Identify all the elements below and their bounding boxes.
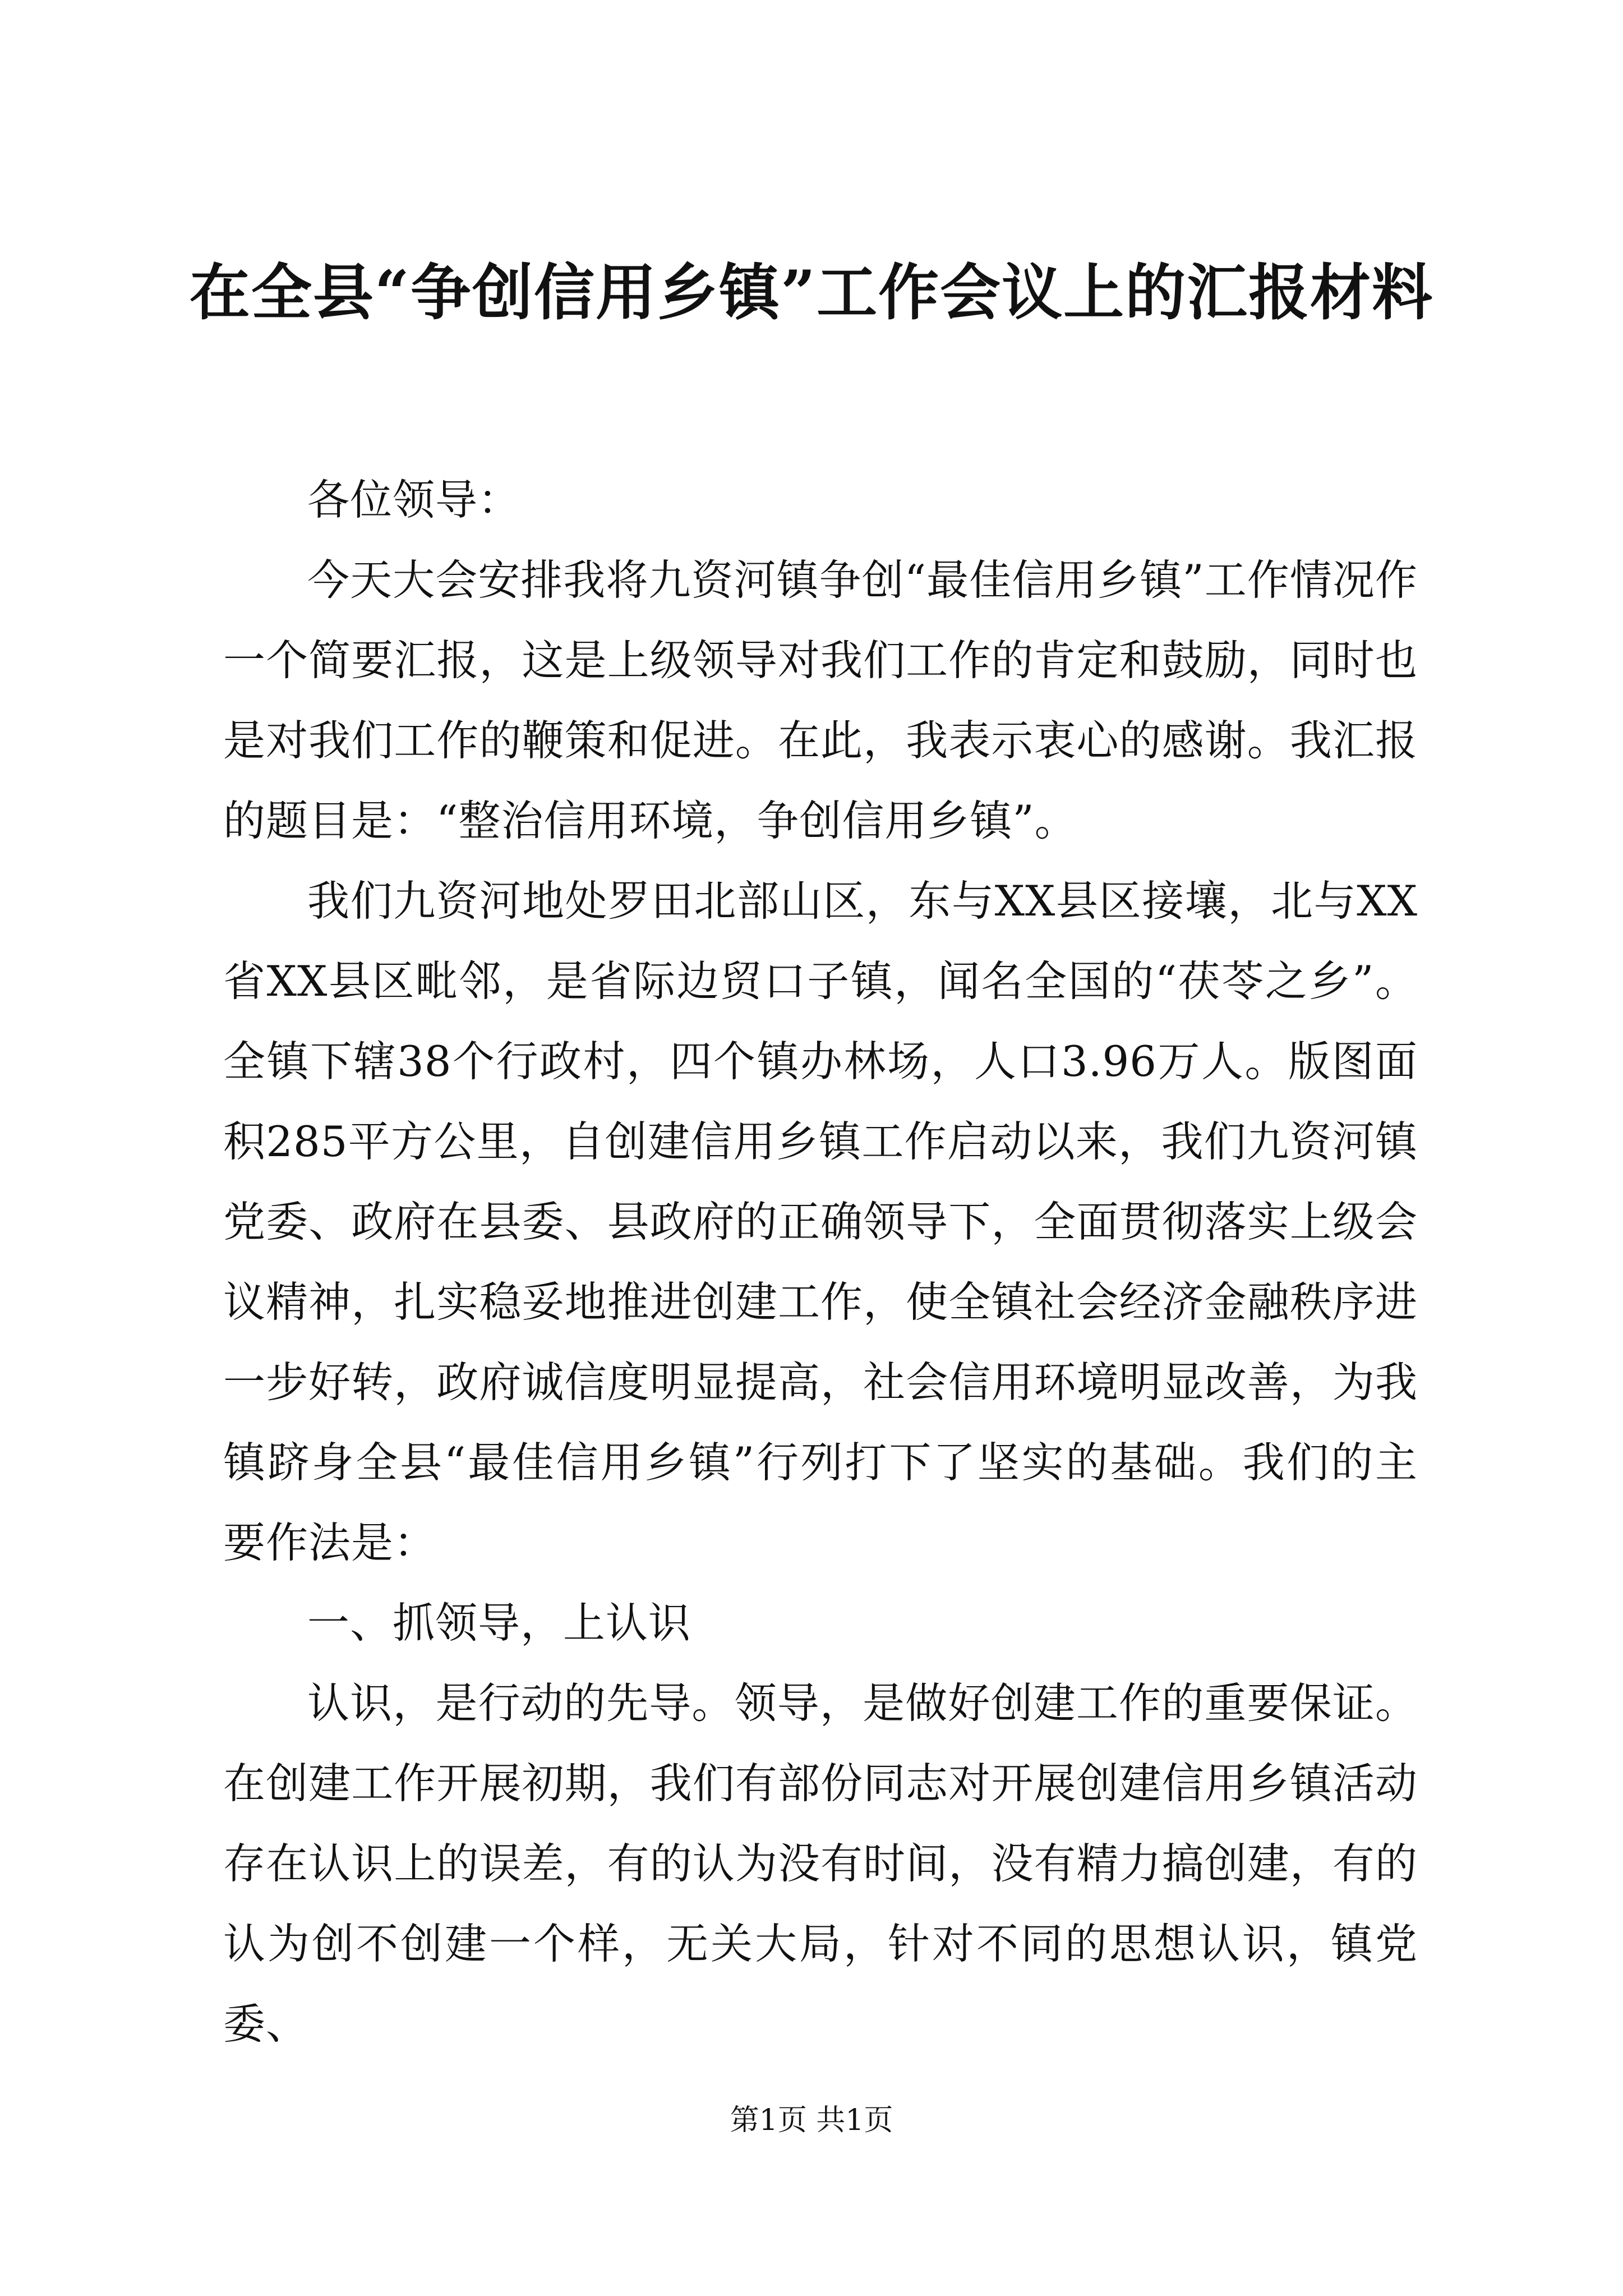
document-title: 在全县“争创信用乡镇”工作会议上的汇报材料: [189, 257, 1434, 328]
section-1-paragraph: 认识，是行动的先导。领导，是做好创建工作的重要保证。在创建工作开展初期，我们有部份同志对开展创建信用乡镇活动存在认识上的误差，有的认为没有时间，没有精力搞创建，有的认为创不创建一个样，无关大局，针对不同的思想认识，镇党委、: [223, 1678, 1418, 2049]
background-paragraph: 我们九资河地处罗田北部山区，东与XX县区接壤，北与XX省XX县区毗邻，是省际边贸口子镇，闻名全国的“茯苓之乡”。全镇下辖38个行政村，四个镇办林场，人口3.96万人。版图面积285平方公里，自创建信用乡镇工作启动以来，我们九资河镇党委、政府在县委、县政府的正确领导下，全面贯彻落实上级会议精神，扎实稳妥地推进创建工作，使全镇社会经济金融秩序进一步好转，政府诚信度明显提高，社会信用环境明显改善，为我镇跻身全县“最佳信用乡镇”行列打下了坚实的基础。我们的主要作法是：: [223, 876, 1418, 1567]
intro-paragraph: 今天大会安排我将九资河镇争创“最佳信用乡镇”工作情况作一个简要汇报，这是上级领导对我们工作的肯定和鼓励，同时也是对我们工作的鞭策和促进。在此，我表示衷心的感谢。我汇报的题目是：“整治信用环境，争创信用乡镇”。: [223, 555, 1418, 845]
page-number-footer: 第1页 共1页: [730, 2104, 893, 2137]
section-heading-1: 一、抓领导，上认识: [307, 1598, 691, 1648]
salutation-paragraph: 各位领导：: [307, 475, 521, 524]
document-body: [223, 460, 1418, 2064]
